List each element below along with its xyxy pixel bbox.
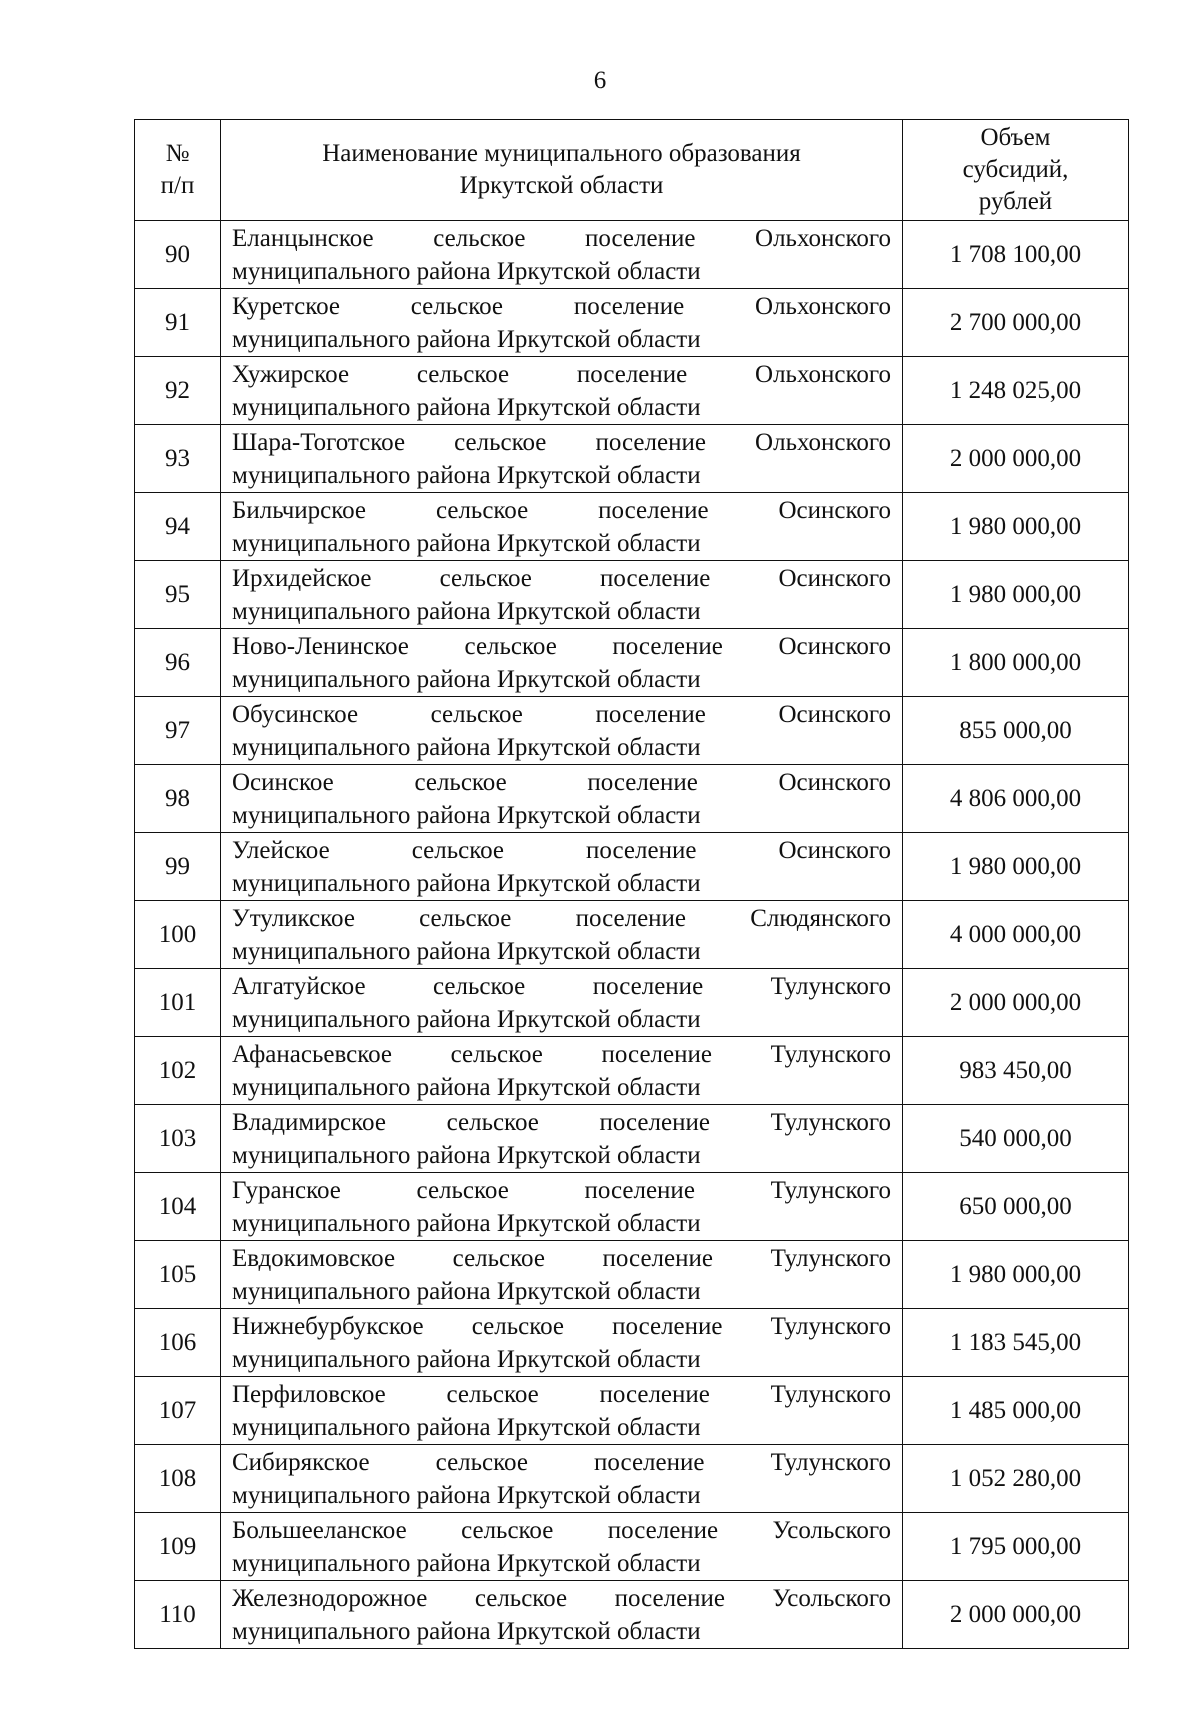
row-number: 99 [135, 833, 221, 901]
municipality-name-line-1: Гуранское сельское поселение Тулунского [232, 1176, 891, 1204]
municipality-name-line-2: муниципального района Иркутской области [232, 1277, 701, 1305]
row-number: 102 [135, 1037, 221, 1105]
municipality-name [221, 493, 903, 561]
municipality-name-line-2: муниципального района Иркутской области [232, 257, 701, 285]
header-amount-line-1: Объем [980, 124, 1051, 151]
row-number: 104 [135, 1173, 221, 1241]
row-number: 103 [135, 1105, 221, 1173]
municipality-name [221, 425, 903, 493]
municipality-name-line-2: муниципального района Иркутской области [232, 1481, 701, 1509]
subsidy-amount: 1 052 280,00 [903, 1445, 1129, 1513]
table-row [135, 901, 1129, 969]
table-row [135, 1173, 1129, 1241]
subsidy-amount: 2 700 000,00 [903, 289, 1129, 357]
municipality-name-line-2: муниципального района Иркутской области [232, 1345, 701, 1373]
municipality-name [221, 833, 903, 901]
row-number: 109 [135, 1513, 221, 1581]
subsidy-amount: 983 450,00 [903, 1037, 1129, 1105]
header-row [135, 120, 1129, 221]
subsidy-amount: 1 485 000,00 [903, 1377, 1129, 1445]
table-row [135, 425, 1129, 493]
subsidy-amount: 1 795 000,00 [903, 1513, 1129, 1581]
municipality-name-line-2: муниципального района Иркутской области [232, 1413, 701, 1441]
municipality-name [221, 1445, 903, 1513]
municipality-name-line-2: муниципального района Иркутской области [232, 869, 701, 897]
subsidy-amount: 1 800 000,00 [903, 629, 1129, 697]
subsidy-amount: 4 000 000,00 [903, 901, 1129, 969]
table-row [135, 1309, 1129, 1377]
table-row [135, 1241, 1129, 1309]
subsidy-table [134, 119, 1129, 1649]
municipality-name [221, 901, 903, 969]
header-amount-line-2: субсидий, [962, 156, 1069, 183]
header-number-abbr: п/п [160, 172, 195, 199]
municipality-name [221, 561, 903, 629]
municipality-name-line-2: муниципального района Иркутской области [232, 1549, 701, 1577]
municipality-name [221, 289, 903, 357]
subsidy-amount: 1 708 100,00 [903, 221, 1129, 289]
row-number: 93 [135, 425, 221, 493]
municipality-name-line-1: Перфиловское сельское поселение Тулунского [232, 1380, 891, 1408]
municipality-name [221, 697, 903, 765]
municipality-name-line-1: Еланцынское сельское поселение Ольхонского [232, 224, 891, 252]
municipality-name-line-1: Большееланское сельское поселение Усольского [232, 1516, 891, 1544]
table-row [135, 765, 1129, 833]
row-number: 100 [135, 901, 221, 969]
subsidy-amount: 855 000,00 [903, 697, 1129, 765]
municipality-name [221, 1241, 903, 1309]
header-name-line-1: Наименование муниципального образования [322, 140, 801, 167]
municipality-name [221, 1105, 903, 1173]
municipality-name-line-1: Хужирское сельское поселение Ольхонского [232, 360, 891, 388]
header-number-symbol: № [165, 140, 190, 167]
row-number: 95 [135, 561, 221, 629]
municipality-name [221, 1309, 903, 1377]
table-row [135, 833, 1129, 901]
municipality-name [221, 1173, 903, 1241]
row-number: 96 [135, 629, 221, 697]
table-row [135, 221, 1129, 289]
subsidy-amount: 2 000 000,00 [903, 1581, 1129, 1649]
municipality-name [221, 357, 903, 425]
subsidy-amount: 650 000,00 [903, 1173, 1129, 1241]
municipality-name-line-1: Сибирякское сельское поселение Тулунского [232, 1448, 891, 1476]
subsidy-amount: 1 980 000,00 [903, 561, 1129, 629]
municipality-name-line-1: Евдокимовское сельское поселение Тулунского [232, 1244, 891, 1272]
municipality-name-line-2: муниципального района Иркутской области [232, 1617, 701, 1645]
row-number: 105 [135, 1241, 221, 1309]
municipality-name-line-1: Улейское сельское поселение Осинского [232, 836, 891, 864]
row-number: 94 [135, 493, 221, 561]
row-number: 106 [135, 1309, 221, 1377]
row-number: 107 [135, 1377, 221, 1445]
municipality-name [221, 221, 903, 289]
municipality-name-line-2: муниципального района Иркутской области [232, 393, 701, 421]
subsidy-amount: 1 980 000,00 [903, 1241, 1129, 1309]
municipality-name [221, 765, 903, 833]
municipality-name-line-2: муниципального района Иркутской области [232, 801, 701, 829]
table-row [135, 1377, 1129, 1445]
header-number [135, 120, 221, 221]
municipality-name-line-1: Ирхидейское сельское поселение Осинского [232, 564, 891, 592]
municipality-name-line-2: муниципального района Иркутской области [232, 665, 701, 693]
table-row [135, 1037, 1129, 1105]
municipality-name [221, 1513, 903, 1581]
municipality-name-line-2: муниципального района Иркутской области [232, 733, 701, 761]
municipality-name-line-1: Нижнебурбукское сельское поселение Тулунского [232, 1312, 891, 1340]
table-row [135, 629, 1129, 697]
row-number: 101 [135, 969, 221, 1037]
municipality-name-line-1: Афанасьевское сельское поселение Тулунского [232, 1040, 891, 1068]
municipality-name-line-2: муниципального района Иркутской области [232, 461, 701, 489]
row-number: 90 [135, 221, 221, 289]
municipality-name-line-2: муниципального района Иркутской области [232, 1073, 701, 1101]
municipality-name-line-1: Бильчирское сельское поселение Осинского [232, 496, 891, 524]
header-municipality-name [221, 120, 903, 221]
subsidy-amount: 1 980 000,00 [903, 493, 1129, 561]
municipality-name-line-2: муниципального района Иркутской области [232, 597, 701, 625]
municipality-name [221, 1377, 903, 1445]
table-body [135, 221, 1129, 1649]
municipality-name [221, 1037, 903, 1105]
municipality-name-line-1: Обусинское сельское поселение Осинского [232, 700, 891, 728]
subsidy-amount: 540 000,00 [903, 1105, 1129, 1173]
table-row [135, 1105, 1129, 1173]
table-row [135, 1445, 1129, 1513]
municipality-name-line-1: Куретское сельское поселение Ольхонского [232, 292, 891, 320]
municipality-name-line-2: муниципального района Иркутской области [232, 529, 701, 557]
header-name-line-2: Иркутской области [459, 172, 664, 199]
page-number: 6 [593, 67, 607, 94]
municipality-name-line-1: Шара-Тоготское сельское поселение Ольхонского [232, 428, 891, 456]
table-row [135, 1513, 1129, 1581]
header-amount-line-3: рублей [978, 188, 1053, 215]
table-row [135, 969, 1129, 1037]
municipality-name-line-1: Осинское сельское поселение Осинского [232, 768, 891, 796]
row-number: 97 [135, 697, 221, 765]
row-number: 92 [135, 357, 221, 425]
table-row [135, 561, 1129, 629]
subsidy-amount: 1 248 025,00 [903, 357, 1129, 425]
municipality-name-line-2: муниципального района Иркутской области [232, 1005, 701, 1033]
municipality-name-line-1: Владимирское сельское поселение Тулунского [232, 1108, 891, 1136]
municipality-name-line-1: Алгатуйское сельское поселение Тулунского [232, 972, 891, 1000]
header-subsidy-amount [903, 120, 1129, 221]
municipality-name-line-2: муниципального района Иркутской области [232, 1209, 701, 1237]
subsidy-amount: 2 000 000,00 [903, 969, 1129, 1037]
municipality-name-line-2: муниципального района Иркутской области [232, 1141, 701, 1169]
row-number: 91 [135, 289, 221, 357]
subsidy-amount: 4 806 000,00 [903, 765, 1129, 833]
municipality-name [221, 629, 903, 697]
municipality-name-line-1: Ново-Ленинское сельское поселение Осинского [232, 632, 891, 660]
table-row [135, 493, 1129, 561]
table-row [135, 1581, 1129, 1649]
municipality-name-line-2: муниципального района Иркутской области [232, 325, 701, 353]
row-number: 108 [135, 1445, 221, 1513]
table-row [135, 697, 1129, 765]
row-number: 110 [135, 1581, 221, 1649]
table-header [135, 120, 1129, 221]
subsidy-amount: 2 000 000,00 [903, 425, 1129, 493]
subsidy-amount: 1 183 545,00 [903, 1309, 1129, 1377]
municipality-name [221, 1581, 903, 1649]
municipality-name [221, 969, 903, 1037]
municipality-name-line-2: муниципального района Иркутской области [232, 937, 701, 965]
subsidy-amount: 1 980 000,00 [903, 833, 1129, 901]
table-row [135, 357, 1129, 425]
municipality-name-line-1: Железнодорожное сельское поселение Усольского [232, 1584, 891, 1612]
municipality-name-line-1: Утуликское сельское поселение Слюдянского [232, 904, 891, 932]
table-row [135, 289, 1129, 357]
row-number: 98 [135, 765, 221, 833]
